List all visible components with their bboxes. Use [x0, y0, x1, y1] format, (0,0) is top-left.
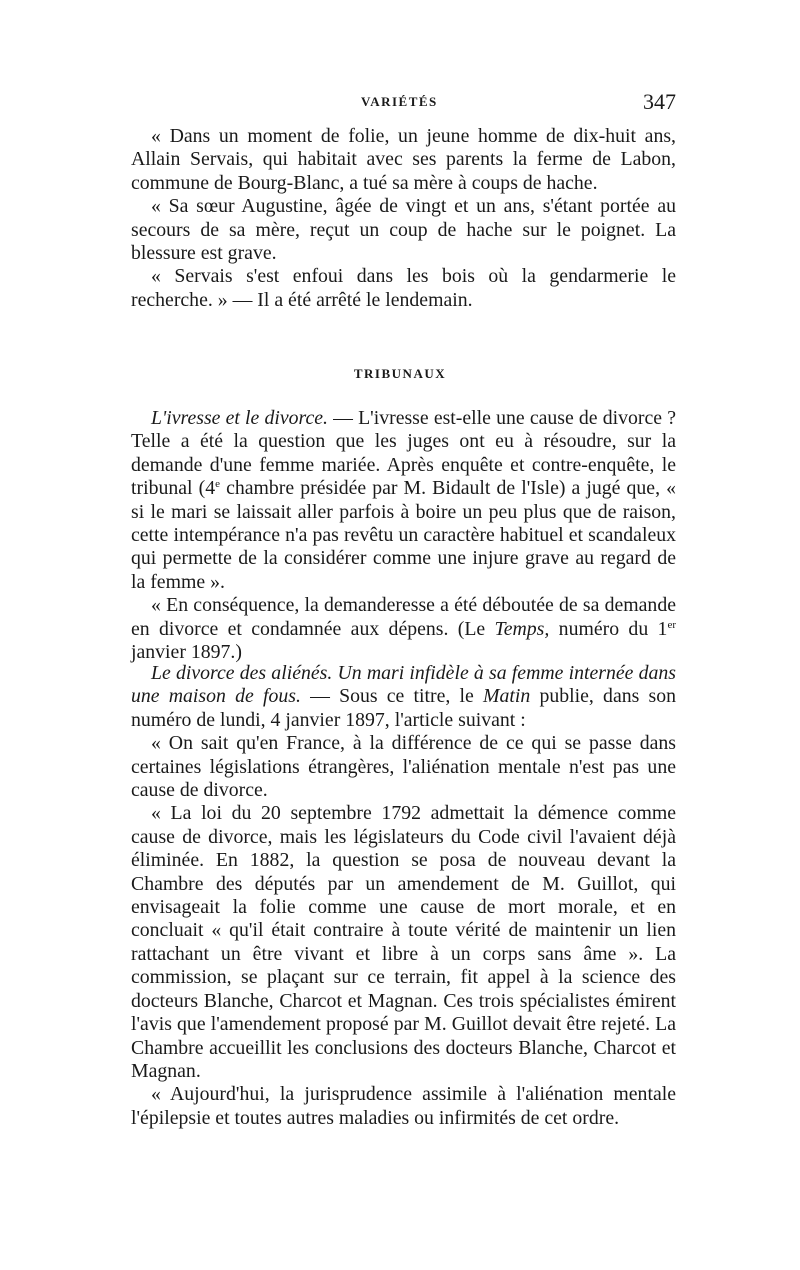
intro-paragraph-2: « Sa sœur Augustine, âgée de vingt et un ans, s'étant portée au secours de sa mère, reçut un coup de hache sur le poignet. La blessure est grave. — [131, 195, 676, 265]
article-alienes — [131, 662, 676, 1130]
intro-paragraph-3: « Servais s'est enfoui dans les bois où la gendarmerie le recherche. » — Il a été arrêté le lendemain. — [131, 265, 676, 311]
article-alienes-paragraph-2: « On sait qu'en France, à la différence de ce qui se passe dans certaines législations étrangères, l'aliénation mentale n'est pas une cause de divorce. — [131, 732, 676, 802]
intro-block — [131, 125, 676, 312]
journal-name-temps: Temps, — [494, 617, 550, 640]
article-ivresse — [131, 407, 676, 664]
article-ivresse-text: — L'ivresse est-elle une cause de divorce ? Telle a été la question que les juges ont eu à résoudre, sur la demande d'une femme mariée. Après enquête et contre-enquête, le tribunal (4 — [131, 407, 676, 500]
article-alienes-paragraph-1 — [131, 662, 676, 732]
section-heading: TRIBUNAUX — [353, 366, 447, 381]
article-alienes-paragraph-4: « Aujourd'hui, la jurisprudence assimile à l'aliénation mentale l'épilepsie et toutes autres maladies ou infirmités de cet ordre. — [131, 1083, 676, 1129]
date-ordinal: er — [667, 618, 676, 631]
running-title: VARIÉTÉS — [361, 94, 438, 109]
article-alienes-intro: — Sous ce titre, le — [300, 685, 483, 708]
article-alienes-title: Le divorce des aliénés. Un mari infidèle à sa femme internée dans une maison de fous. — [131, 662, 676, 708]
page-number: 347 — [643, 89, 676, 114]
running-head — [0, 89, 800, 118]
article-alienes-paragraph-3: « La loi du 20 septembre 1792 admettait la démence comme cause de divorce, mais les législateurs du Code civil l'avaient déjà éliminée. En 1882, la question se posa de nouveau devant la Chambre des députés par un amendement de M. Guillot, qui envisageait la folie comme une cause de mort morale, et en concluait « qu'il était contraire à toute vérité de maintenir un lien rattachant un être vivant et libre à un corps sans âme ». La commission, se plaçant sur ce terrain, fit appel à la science des docteurs Blanche, Charcot et Magnan. Ces trois spécialistes émirent l'avis que l'amendement proposé par M. Guillot devait être rejeté. La Chambre accueillit les conclusions des docteurs Blanche, Charcot et Magnan. — [131, 802, 676, 1082]
article-alienes-intro-rest: publie, dans son numéro de lundi, 4 janvier 1897, l'article suivant : — [131, 685, 676, 731]
issue-date: janvier 1897.) — [131, 641, 242, 664]
article-ivresse-paragraph-1 — [131, 407, 676, 594]
journal-name-matin: Matin — [483, 685, 531, 708]
article-ivresse-title: L'ivresse et le divorce. — [151, 407, 328, 429]
article-ivresse-paragraph-2 — [131, 594, 676, 664]
article-ivresse-text-rest: chambre présidée par M. Bidault de l'Isle) a jugé que, « si le mari se laissait aller parfois à boire un peu plus que de raison, cette intempérance n'a pas revêtu un caractère habituel et scandaleux qui permette de la considérer comme une injure grave au regard de la femme ». — [131, 477, 677, 593]
issue-label: numéro du 1 — [549, 617, 668, 640]
chamber-ordinal: e — [215, 478, 220, 491]
intro-paragraph-1: « Dans un moment de folie, un jeune homme de dix-huit ans, Allain Servais, qui habitait avec ses parents la ferme de Labon, commune de Bourg-Blanc, a tué sa mère à coups de hache. — [131, 125, 676, 194]
article-ivresse-conclusion: « En conséquence, la demanderesse a été déboutée de sa demande en divorce et condamnée aux dépens. (Le — [131, 594, 676, 640]
